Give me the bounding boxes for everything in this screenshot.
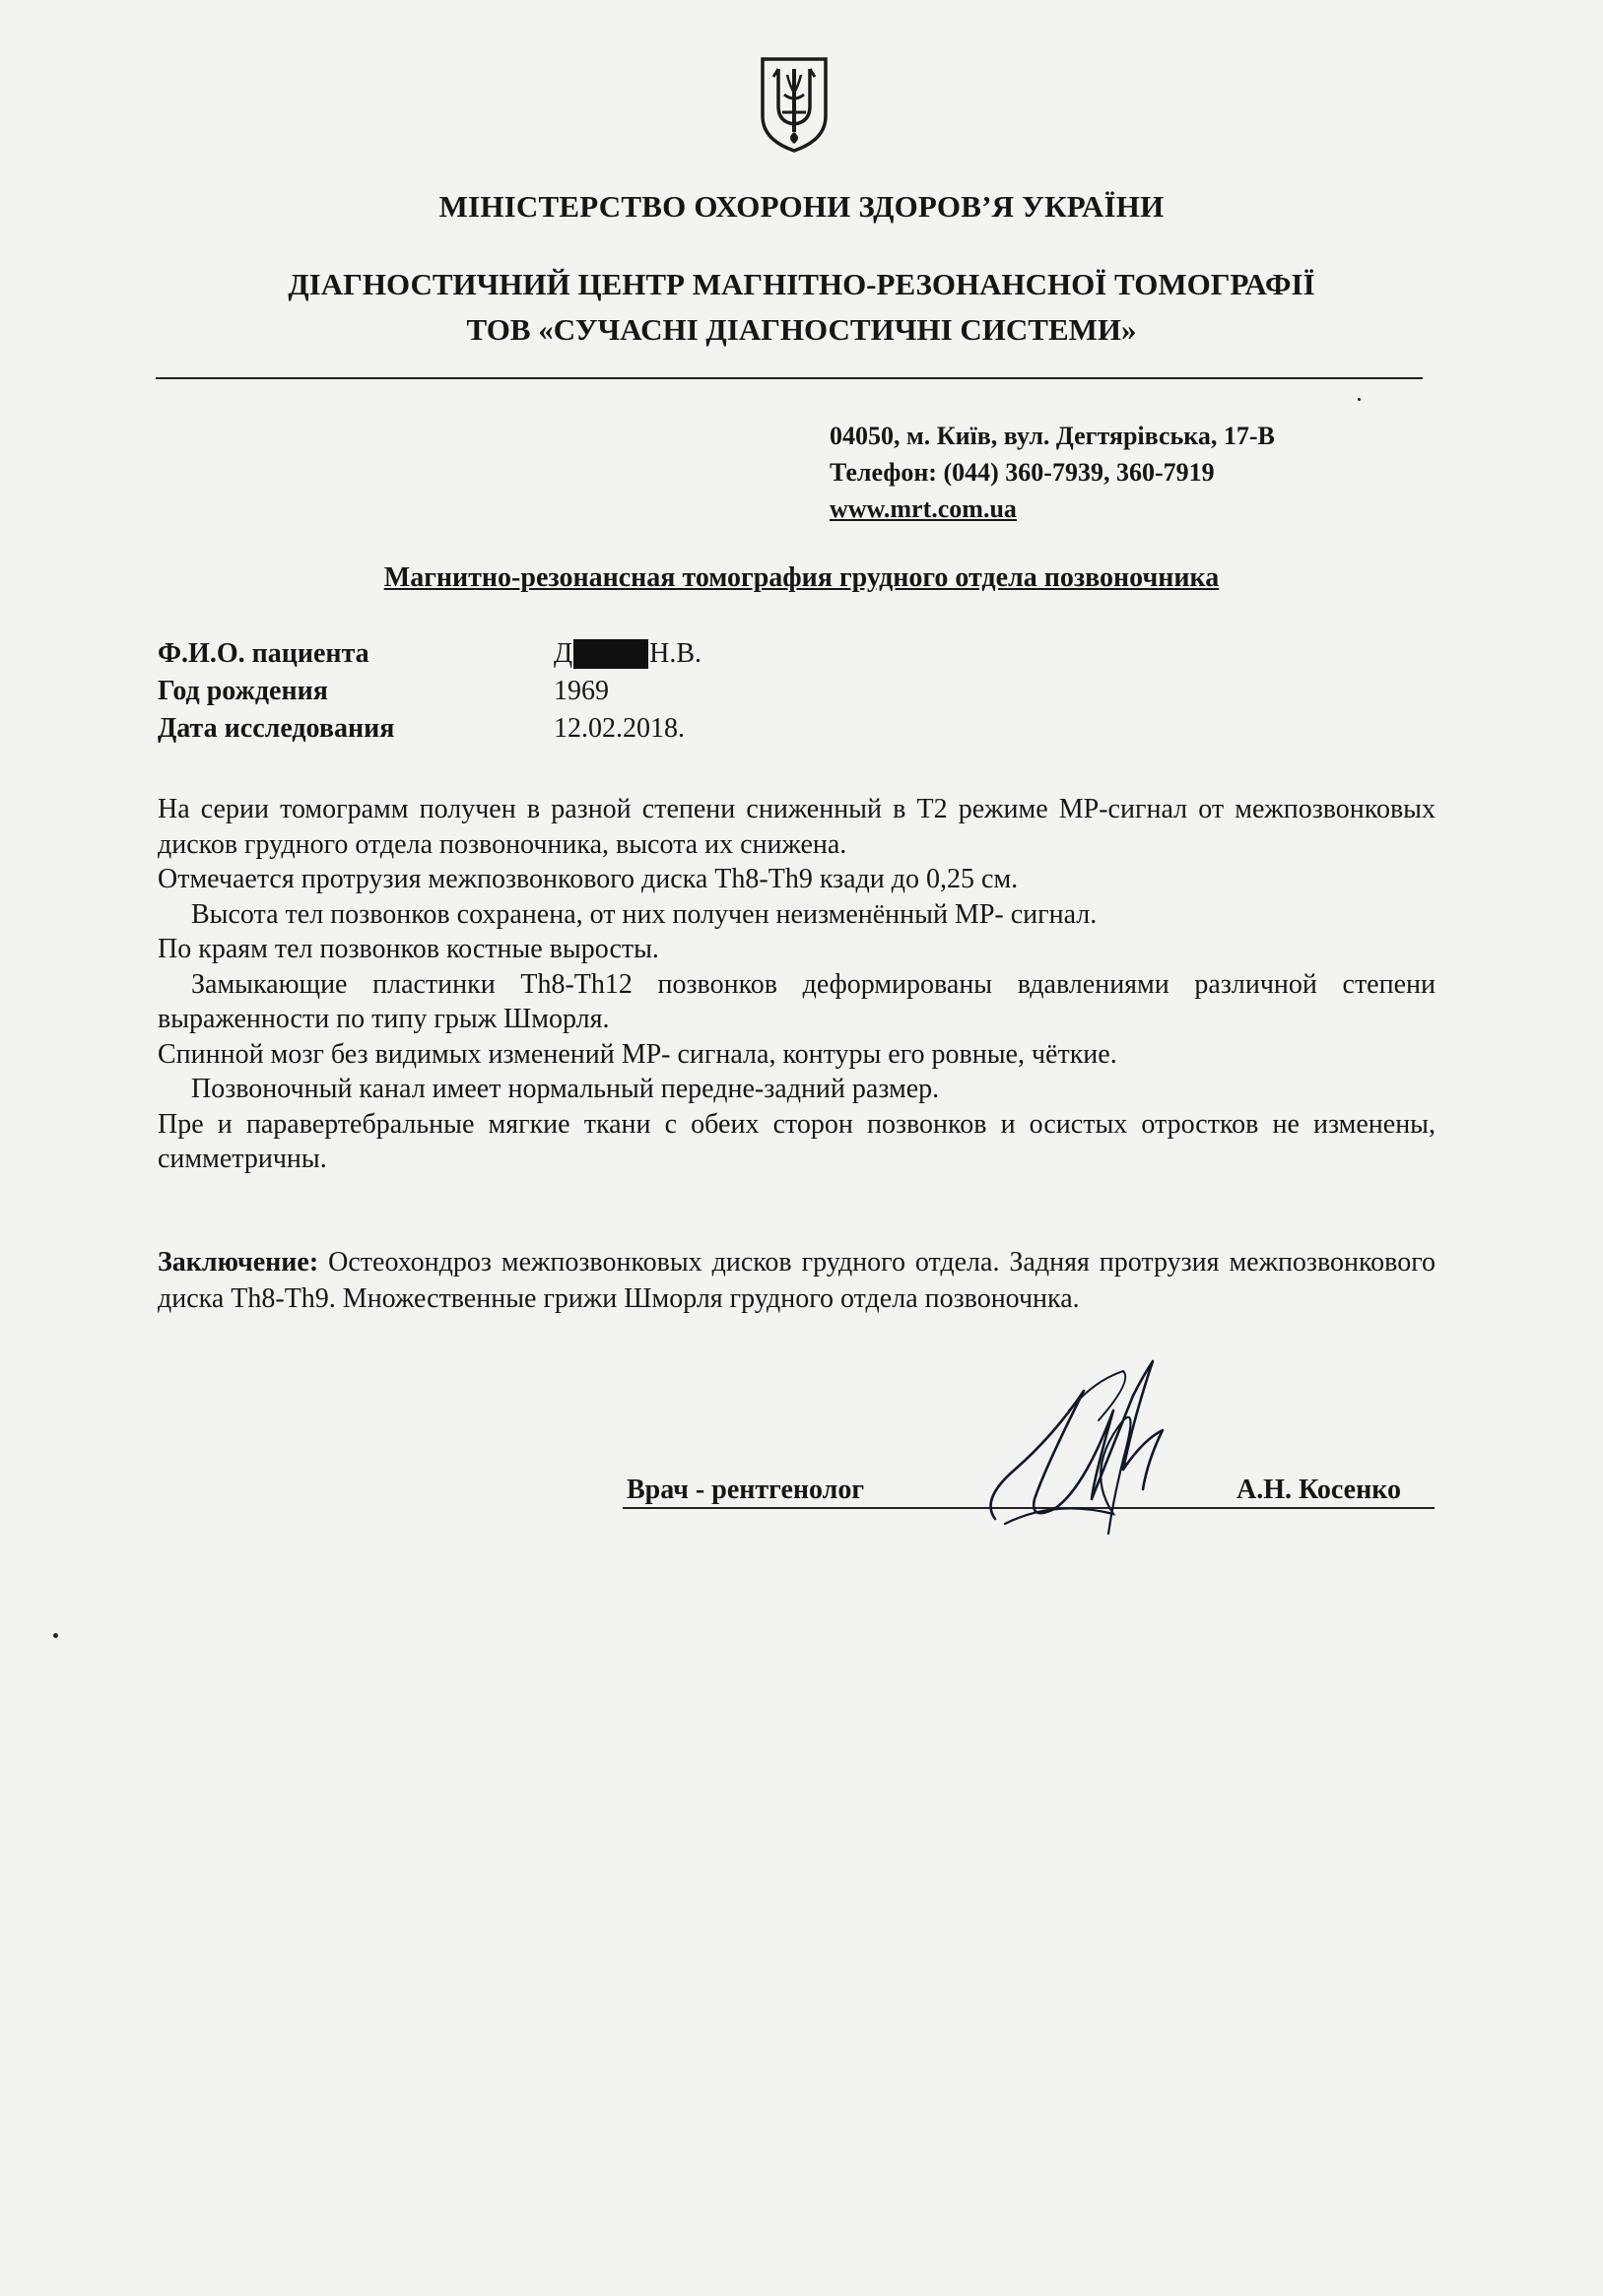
patient-name-value (554, 635, 701, 673)
patient-name-label: Ф.И.О. пациента (158, 638, 369, 669)
birth-year-label: Год рождения (158, 676, 328, 706)
address-block (830, 418, 1275, 527)
patient-fields (158, 635, 701, 748)
address-line: 04050, м. Київ, вул. Дегтярівська, 17-В (830, 422, 1275, 450)
patient-name-suffix: Н.В. (649, 638, 702, 669)
conclusion-label: Заключение: (158, 1247, 319, 1278)
findings-text (158, 792, 1436, 1177)
center-heading-line1: ДІАГНОСТИЧНИЙ ЦЕНТР МАГНІТНО-РЕЗОНАНСНОЇ ТОМОГРАФІЇ (288, 267, 1315, 301)
center-heading (0, 262, 1603, 353)
finding-paragraph: Пре и паравертебральные мягкие ткани с обеих сторон позвонков и осистых отростков не изменены, симметричны. (158, 1108, 1436, 1174)
birth-year-row (158, 673, 701, 710)
finding-paragraph: Замыкающие пластинки Th8-Th12 позвонков деформированы вдавлениями различной степени выраженности по типу грыж Шморля. (158, 968, 1436, 1034)
doctor-name: А.Н. Косенко (1236, 1475, 1402, 1505)
conclusion-block (158, 1244, 1436, 1317)
trident-coat-of-arms-icon (757, 55, 832, 154)
redaction-bar (573, 639, 648, 669)
website-link[interactable]: www.mrt.com.ua (830, 494, 1017, 523)
center-heading-line2: ТОВ «СУЧАСНІ ДІАГНОСТИЧНІ СИСТЕМИ» (466, 312, 1137, 347)
scan-speck (1358, 398, 1361, 401)
conclusion-text: Остеохондроз межпозвонковых дисков грудного отдела. Задняя протрузия межпозвонкового диска Th8-Th9. Множественные грижи Шморля грудного отдела позвоночнка. (158, 1247, 1436, 1314)
exam-date-row (158, 710, 701, 748)
exam-date-label: Дата исследования (158, 713, 395, 744)
finding-paragraph: Спинной мозг без видимых изменений МР- сигнала, контуры его ровные, чёткие. (158, 1038, 1117, 1070)
finding-paragraph: На серии томограмм получен в разной степени сниженный в Т2 режиме МР-сигнал от межпозвонковых дисков грудного отдела позвоночника, высота их снижена. (158, 794, 1436, 860)
finding-paragraph: Позвоночный канал имеет нормальный передне-задний размер. (191, 1074, 940, 1104)
scan-speck (53, 1633, 58, 1638)
document-title: Магнитно-резонансная томография грудного отдела позвоночника (383, 562, 1220, 593)
handwritten-signature-icon (975, 1351, 1192, 1539)
patient-name-row (158, 635, 701, 673)
exam-date-value: 12.02.2018. (554, 713, 685, 744)
finding-paragraph: Высота тел позвонков сохранена, от них получен неизменённый МР- сигнал. (191, 898, 1098, 930)
finding-paragraph: Отмечается протрузия межпозвонкового диска Th8-Th9 кзади до 0,25 см. (158, 864, 1019, 894)
phone-line: Телефон: (044) 360-7939, 360-7919 (830, 458, 1215, 487)
header-divider (156, 377, 1423, 379)
birth-year-value: 1969 (554, 676, 609, 706)
finding-paragraph: По краям тел позвонков костные выросты. (158, 934, 659, 964)
doctor-role: Врач - рентгенолог (627, 1475, 865, 1505)
ministry-heading: МІНІСТЕРСТВО ОХОРОНИ ЗДОРОВ’Я УКРАЇНИ (438, 189, 1165, 224)
patient-name-initial: Д (554, 638, 573, 669)
